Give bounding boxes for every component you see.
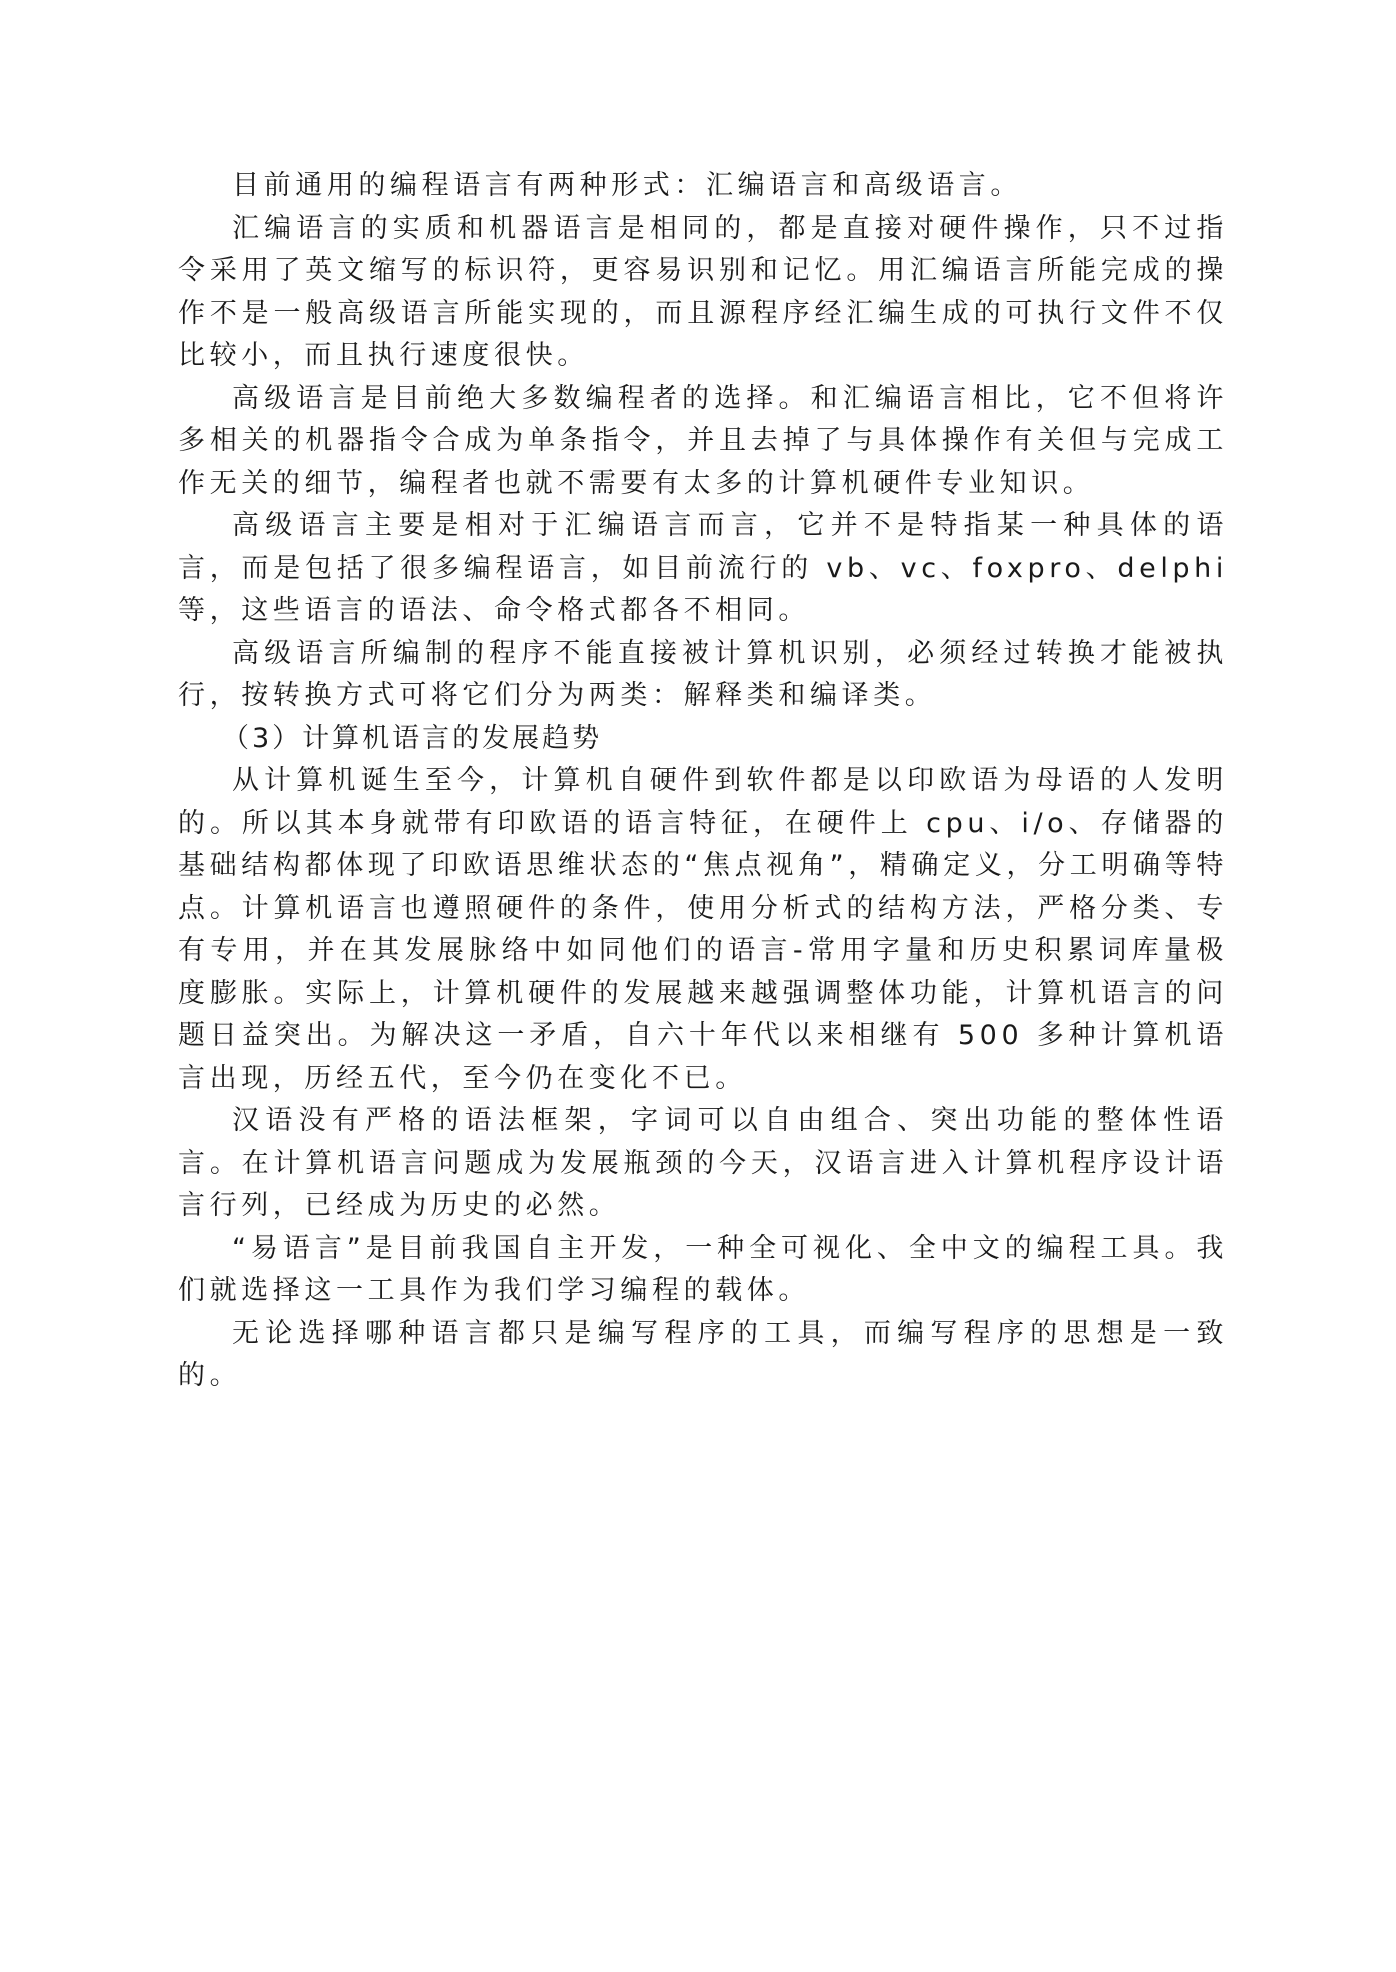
paragraph-high-level-language: 高级语言是目前绝大多数编程者的选择。和汇编语言相比，它不但将许多相关的机器指令合成为单条指令，并且去掉了与具体操作有关但与完成工作无关的细节，编程者也就不需要有太多的计算机硬件专业知识。 — [178, 382, 1228, 499]
paragraph-development-history: 从计算机诞生至今，计算机自硬件到软件都是以印欧语为母语的人发明的。所以其本身就带有印欧语的语言特征，在硬件上 cpu、i/o、存储器的基础结构都体现了印欧语思维状态的“焦点视角”，精确定义，分工明确等特点。计算机语言也遵照硬件的条件，使用分析式的结构方法，严格分类、专有专用，并在其发展脉络中如同他们的语言-常用字量和历史积累词库量极度膨胀。实际上，计算机硬件的发展越来越强调整体功能，计算机语言的问题日益突出。为解决这一矛盾，自六十年代以来相继有 500 多种计算机语言出现，历经五代，至今仍在变化不已。 — [178, 765, 1228, 1094]
document-body — [178, 165, 1228, 1398]
paragraph-chinese-language: 汉语没有严格的语法框架，字词可以自由组合、突出功能的整体性语言。在计算机语言问题成为发展瓶颈的今天，汉语言进入计算机程序设计语言行列，已经成为历史的必然。 — [178, 1105, 1228, 1221]
paragraph-forms-of-languages: 目前通用的编程语言有两种形式：汇编语言和高级语言。 — [232, 170, 1022, 201]
paragraph-programming-idea: 无论选择哪种语言都只是编写程序的工具，而编写程序的思想是一致的。 — [178, 1317, 1228, 1391]
paragraph-easy-language: “易语言”是目前我国自主开发，一种全可视化、全中文的编程工具。我们就选择这一工具作为我们学习编程的载体。 — [178, 1232, 1228, 1306]
section-heading: （3）计算机语言的发展趋势 — [222, 722, 603, 754]
paragraph-high-level-examples: 高级语言主要是相对于汇编语言而言，它并不是特指某一种具体的语言，而是包括了很多编程语言，如目前流行的 vb、vc、foxpro、delphi 等，这些语言的语法、命令格式都各不相同。 — [178, 510, 1228, 626]
paragraph-translation-types: 高级语言所编制的程序不能直接被计算机识别，必须经过转换才能被执行，按转换方式可将它们分为两类：解释类和编译类。 — [178, 637, 1228, 711]
paragraph-assembly-language: 汇编语言的实质和机器语言是相同的，都是直接对硬件操作，只不过指令采用了英文缩写的标识符，更容易识别和记忆。用汇编语言所能完成的操作不是一般高级语言所能实现的，而且源程序经汇编生成的可执行文件不仅比较小，而且执行速度很快。 — [178, 212, 1228, 371]
